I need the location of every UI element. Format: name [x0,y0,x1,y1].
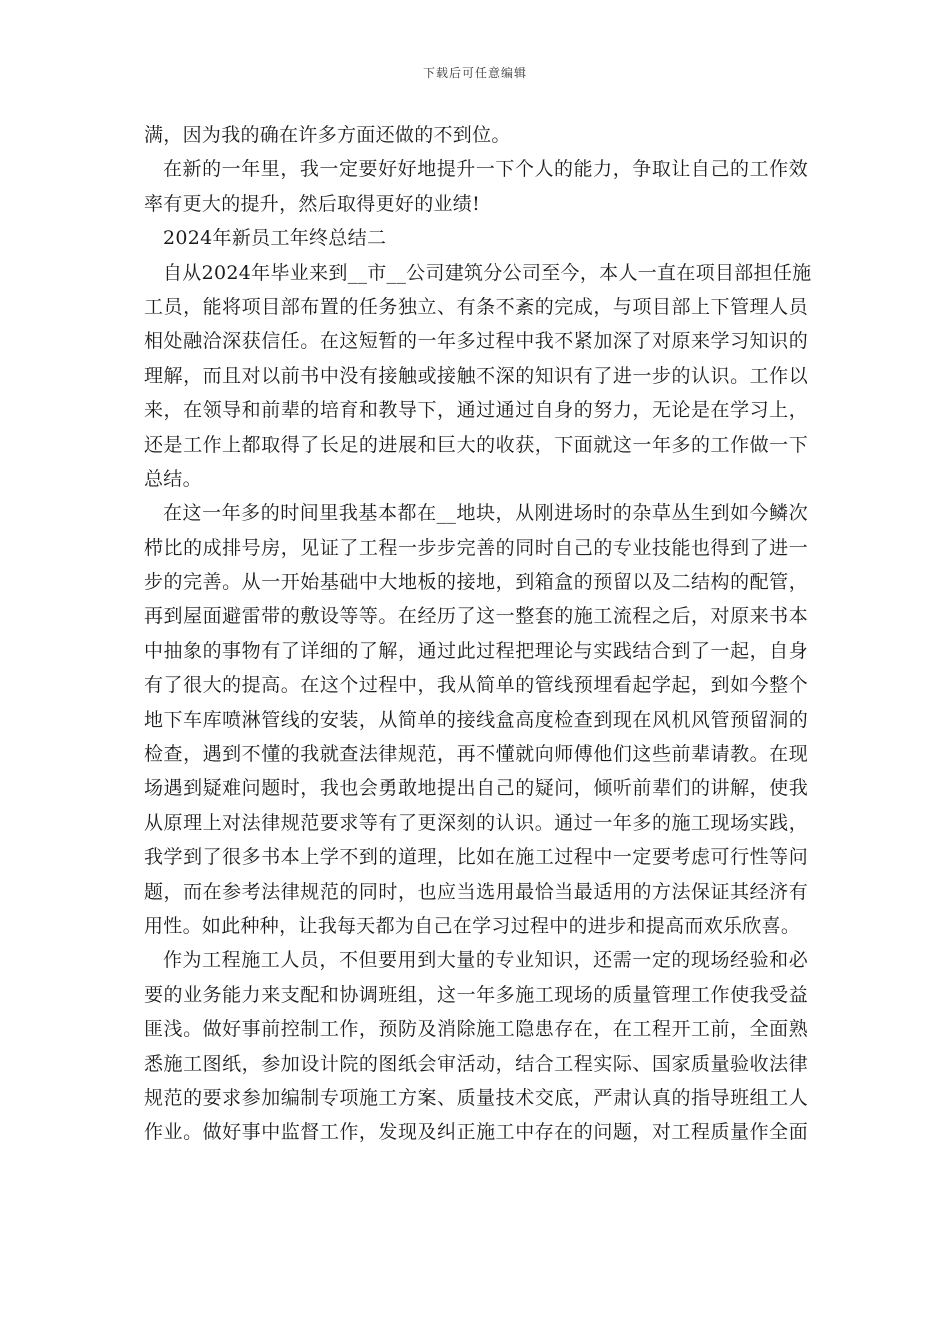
text-line: 栉比的成排号房，见证了工程一步步完善的同时自己的专业技能也得到了进一 [144,536,808,559]
text-line: 相处融洽深获信任。在这短暂的一年多过程中我不紧加深了对原来学习知识的 [144,330,808,353]
text-line: 还是工作上都取得了长足的进展和巨大的收获，下面就这一年多的工作做一下 [144,433,808,456]
text-line: 中抽象的事物有了详细的了解，通过此过程把理论与实践结合到了一起，自身 [144,639,808,662]
text-line: 检查，遇到不懂的我就查法律规范，再不懂就向师傅他们这些前辈请教。在现 [144,743,808,766]
text-line: 总结。 [144,467,202,490]
text-line: 悉施工图纸，参加设计院的图纸会审活动，结合工程实际、国家质量验收法律 [144,1052,808,1075]
text-line: 题，而在参考法律规范的同时，也应当选用最恰当最适用的方法保证其经济有 [144,880,808,903]
text-line: 满，因为我的确在许多方面还做的不到位。 [144,124,511,146]
text-line: 率有更大的提升，然后取得更好的业绩! [144,192,481,215]
text-line: 来，在领导和前辈的培育和教导下，通过通过自身的努力，无论是在学习上， [144,399,808,422]
page-header: 下载后可任意编辑 [422,66,527,80]
text-line: 从原理上对法律规范要求等有了更深刻的认识。通过一年多的施工现场实践， [144,811,808,834]
text-line: 场遇到疑难问题时，我也会勇敢地提出自己的疑问，倾听前辈们的讲解，使我 [144,777,808,800]
text-line: 作业。做好事中监督工作，发现及纠正施工中存在的问题，对工程质量作全面 [144,1121,808,1144]
text-line: 用性。如此种种，让我每天都为自己在学习过程中的进步和提高而欢乐欣喜。 [144,914,801,937]
paragraph-first-line: 作为工程施工人员，不但要用到大量的专业知识，还需一定的现场经验和必 [163,949,808,972]
paragraph-first-line: 在新的一年里，我一定要好好地提升一下个人的能力，争取让自己的工作效 [163,158,808,181]
text-line: 理解，而且对以前书中没有接触或接触不深的知识有了进一步的认识。工作以 [144,364,808,387]
section-title: 2024年新员工年终总结二 [163,227,387,250]
text-line: 我学到了很多书本上学不到的道理，比如在施工过程中一定要考虑可行性等问 [144,846,808,869]
paragraph-first-line: 在这一年多的时间里我基本都在__地块，从刚进场时的杂草丛生到如今鳞次 [163,502,808,525]
document-body [144,118,812,1150]
text-line: 匪浅。做好事前控制工作，预防及消除施工隐患存在，在工程开工前，全面熟 [144,1018,808,1041]
text-line: 工员，能将项目部布置的任务独立、有条不紊的完成，与项目部上下管理人员 [144,295,808,318]
text-line: 要的业务能力来支配和协调班组，这一年多施工现场的质量管理工作使我受益 [144,983,808,1006]
text-line: 再到屋面避雷带的敷设等等。在经历了这一整套的施工流程之后，对原来书本 [144,605,808,628]
text-line: 有了很大的提高。在这个过程中，我从简单的管线预埋看起学起，到如今整个 [144,674,808,697]
text-line: 步的完善。从一开始基础中大地板的接地，到箱盒的预留以及二结构的配管， [144,571,808,594]
paragraph-first-line: 自从2024年毕业来到__市__公司建筑分公司至今，本人一直在项目部担任施 [163,261,812,284]
text-line: 地下车库喷淋管线的安装，从简单的接线盒高度检查到现在风机风管预留洞的 [144,708,808,731]
text-line: 规范的要求参加编制专项施工方案、质量技术交底，严肃认真的指导班组工人 [144,1086,808,1109]
